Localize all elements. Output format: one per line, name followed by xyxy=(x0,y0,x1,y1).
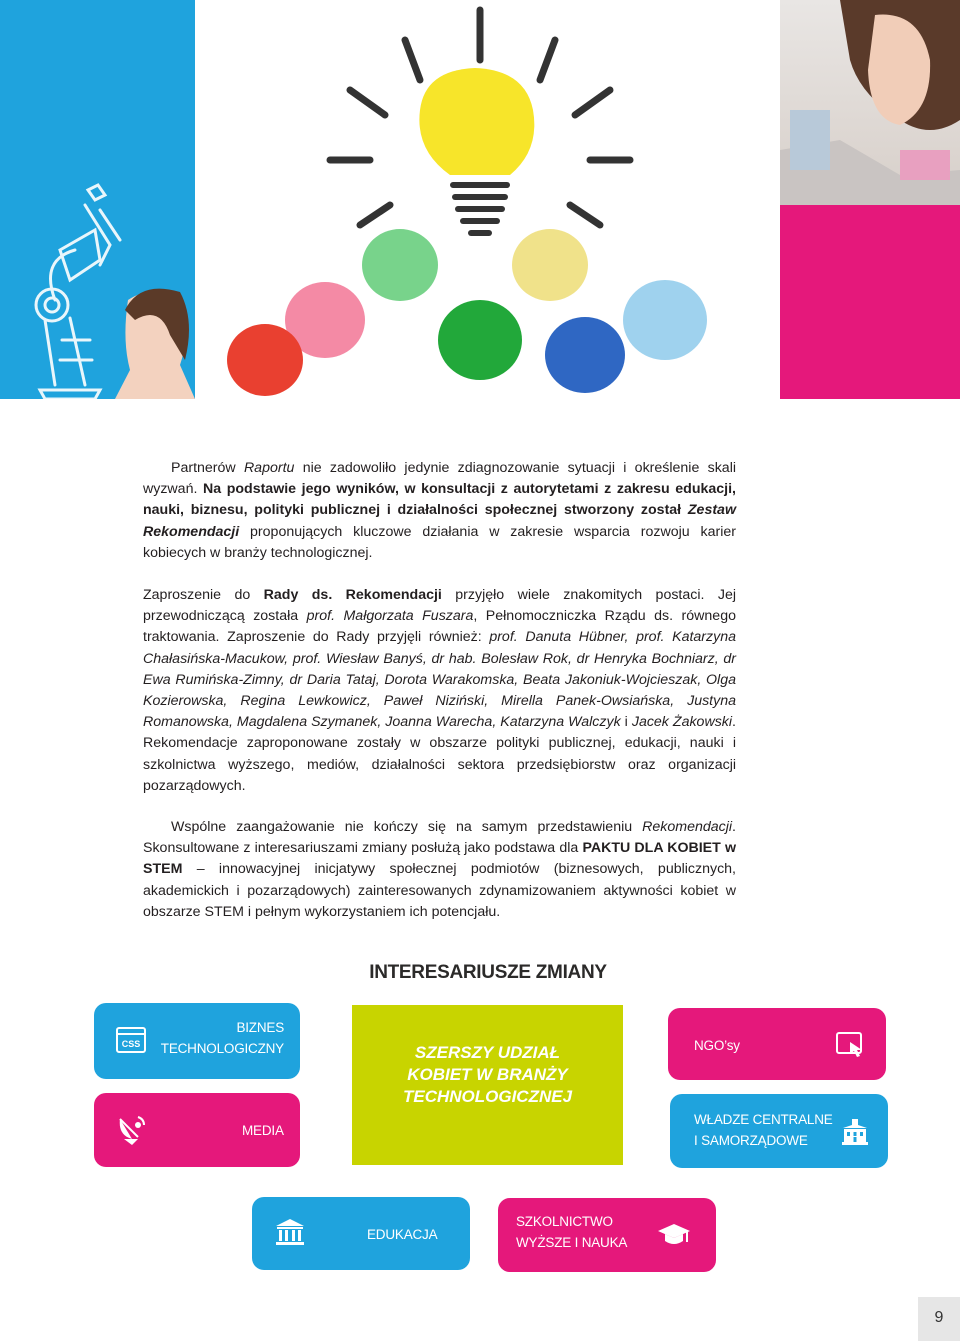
intro-paragraph xyxy=(143,458,736,564)
page-number xyxy=(918,1297,960,1341)
graduation-cap-icon xyxy=(656,1222,692,1253)
robot-arm-woman-photo xyxy=(0,0,195,399)
szkolnictwo-label-2: WYŻSZE I NAUKA xyxy=(516,1235,628,1250)
hand-pointer-icon xyxy=(836,1032,866,1063)
wladze-label-2: I SAMORZĄDOWE xyxy=(694,1133,808,1148)
satellite-dish-icon xyxy=(116,1113,148,1152)
box-media xyxy=(94,1093,300,1167)
council-paragraph xyxy=(143,585,736,797)
university-building-icon xyxy=(274,1217,306,1252)
center-label-3: TECHNOLOGICZNEJ xyxy=(402,1087,573,1106)
text-bold-italic: Zestaw Rekomendacji xyxy=(143,502,736,540)
biznes-label-2: TECHNOLOGICZNY xyxy=(160,1041,284,1056)
text: Partnerów xyxy=(171,460,244,476)
center-label-2: KOBIET W BRANŻY xyxy=(407,1065,568,1084)
woman-lab-photo xyxy=(780,0,960,399)
text: proponujących kluczowe działania w zakresie wsparcia rozwoju karier kobiecych w branży technologicznej. xyxy=(143,523,736,561)
text: – innowacyjnej inicjatywy społecznej podmiotów (biznesowych, publicznych, akademickich i pozarządowych) zainteresowanych zdynamizowaniem aktywności kobiet w obszarze STEM i pełnym wykorzystaniem ich potencjału. xyxy=(143,861,736,920)
pact-paragraph xyxy=(143,817,736,923)
diagram-title: INTERESARIUSZE ZMIANY xyxy=(369,962,607,983)
text: . Skonsultowane z interesariuszami zmiany posłużą jako podstawa dla xyxy=(143,819,736,857)
woman-lab-photo-image xyxy=(780,0,960,205)
biznes-label-1: BIZNES xyxy=(236,1020,284,1035)
box-biznes xyxy=(94,1003,300,1079)
text-bold: Rady ds. Rekomendacji xyxy=(263,587,442,603)
text-italic: Jacek Żakowski xyxy=(631,714,733,731)
text: . Rekomendacje zaproponowane zostały w obszarze polityki publicznej, edukacji, nauki i szkolnictwa wyższego, mediów, działalności sektora przedsiębiorstw oraz organizacji pozarządowych. xyxy=(143,714,736,794)
edukacja-label: EDUKACJA xyxy=(367,1227,438,1242)
town-hall-icon xyxy=(840,1118,870,1151)
text: przyjęło wiele znakomitych postaci. Jej przewodniczącą została xyxy=(143,587,736,625)
center-label-1: SZERSZY UDZIAŁ xyxy=(414,1043,561,1062)
text: Zaproszenie do xyxy=(143,587,264,603)
text: i xyxy=(620,714,632,731)
css-window-icon xyxy=(116,1027,146,1058)
text-italic: prof. Małgorzata Fuszara xyxy=(306,608,474,625)
box-edukacja xyxy=(252,1197,470,1270)
wladze-label-1: WŁADZE CENTRALNE xyxy=(694,1112,833,1127)
ngo-label: NGO’sy xyxy=(694,1038,740,1053)
svg-text:CSS: CSS xyxy=(121,1039,141,1049)
paper-balls-light-bulb-photo xyxy=(205,0,755,399)
page-number-text: 9 xyxy=(934,1309,944,1326)
box-wladze xyxy=(670,1094,888,1168)
pink-block xyxy=(780,205,960,399)
text-italic: Rekomendacji xyxy=(642,819,733,835)
text: , Pełnomoczniczka Rządu ds. równego traktowania. Zaproszenie do Rady przyjęli również: xyxy=(143,608,736,646)
media-label: MEDIA xyxy=(242,1123,284,1138)
text-italic: Raportu xyxy=(243,460,295,476)
text-bold: PAKTU DLA KOBIET w STEM xyxy=(143,840,736,878)
box-center xyxy=(352,1005,623,1165)
szkolnictwo-label-1: SZKOLNICTWO xyxy=(516,1214,613,1229)
box-szkolnictwo xyxy=(498,1198,716,1272)
text: Wspólne zaangażowanie nie kończy się na samym przedstawieniu xyxy=(171,819,643,835)
text-bold: Na podstawie jego wyników, w konsultacji z autorytetami z zakresu edukacji, nauki, biznesu, polityki publicznej i działalności społecznej stworzony został xyxy=(143,481,736,519)
text: nie zadowoliło jedynie zdiagnozowanie sytuacji i określenie skali wyzwań. xyxy=(143,460,736,498)
text-italic: prof. Danuta Hübner, prof. Katarzyna Chałasińska-Macukow, prof. Wiesław Banyś, dr hab. Bolesław Rok, dr Henryka Bochniarz, dr Ewa Rumińska-Zimny, dr Daria Tataj, Dorota Warakomska, Beata Jakoniuk-Wojcieszak, Olga Kozierowska, Regina Lewkowicz, Paweł Niziński, Mirella Panek-Owsiańska, Justyna Romanowska, Magdalena Szymanek, Joanna Warecha, Katarzyna Walczyk xyxy=(143,629,736,731)
box-ngo xyxy=(668,1008,886,1080)
